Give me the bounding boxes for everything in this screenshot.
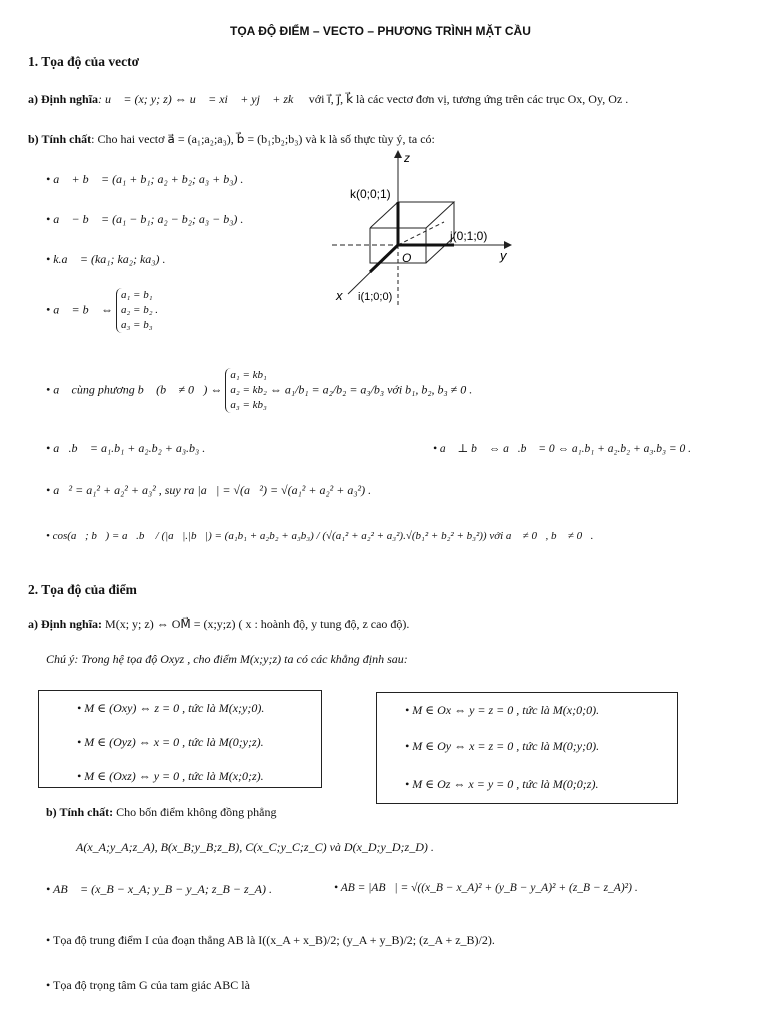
collinear-rhs: ⇔ a₁/b₁ = a₂/b₂ = a₃/b₃ với b₁, b₂, b₃ ≠ 0 . [269,382,473,397]
point-definition-text: M(x; y; z) ⇔ OM⃗ = (x;y;z) ( x : hoành độ, y tung độ, z cao độ). [105,617,410,631]
point-definition-label: a) Định nghĩa: [28,617,103,631]
vector-difference-formula: • a⃗ − b⃗ = (a₁ − b₁; a₂ − b₂; a₃ − b₃) . [46,212,244,226]
box-right-row-1: • M ∈ Ox ⇔ y = z = 0 , tức là M(x;0;0). [405,703,600,717]
k-vector-label: k(0;0;1) [350,187,391,201]
definition-formula: : u⃗ = (x; y; z) ⇔ u⃗ = xi⃗ + yj⃗ + zk⃗ [98,92,303,106]
definition-text: với i⃗, j⃗, k⃗ là các vectơ đơn vị, tương ứng trên các trục Ox, Oy, Oz . [308,92,629,106]
cosine-formula: • cos(a⃗; b⃗) = a⃗.b⃗ / (|a⃗|.|b⃗|) = (a₁b₁ + a₂b₂ + a₃b₃) / (√(a₁² + a₂² + a₃²).√(b₁² + b₂² + b₃²)) với a⃗ ≠ 0⃗, b⃗ ≠ 0⃗. [46,530,594,542]
equality-row-2: a₂ = b₂ . [120,304,159,316]
section-1-heading: 1. Tọa độ của vectơ [28,54,140,69]
midpoint-formula: • Tọa độ trung điểm I của đoạn thẳng AB là I((x_A + x_B)/2; (y_A + y_B)/2; (z_A + z_B)/2). [46,933,495,947]
cube-top-face [370,202,454,228]
collinear-row-1: a₁ = kb₁ [230,369,267,381]
perpendicular-condition: • a⃗ ⊥ b⃗ ⇔ a⃗.b⃗ = 0 ⇔ a₁.b₁ + a₂.b₂ + a₃.b₃ = 0 . [433,443,692,455]
x-axis-label: x [336,288,343,303]
collinear-lhs: • a⃗ cùng phương b⃗ (b⃗ ≠ 0⃗) ⇔ [46,382,223,397]
equality-row-3: a₃ = b₃ [120,319,153,331]
z-axis-label: z [404,151,410,165]
box-right-row-3: • M ∈ Oz ⇔ x = y = 0 , tức là M(0;0;z). [405,777,599,791]
four-points: A(x_A;y_A;z_A), B(x_B;y_B;z_B), C(x_C;y_C;z_C) và D(x_D;y_D;z_D) . [76,840,434,854]
point-properties-text: Cho bốn điểm không đồng phẳng [116,805,277,819]
origin-label: O [402,251,412,265]
point-properties-intro [46,805,276,820]
x-axis-negative [398,222,444,245]
box-left-row-3: • M ∈ (Oxz) ⇔ y = 0 , tức là M(x;0;z). [77,769,264,783]
vector-properties-intro [28,132,435,147]
collinear-row-3: a₃ = kb₃ [230,399,267,411]
box-right-row-2: • M ∈ Oy ⇔ x = z = 0 , tức là M(0;y;0). [405,739,600,753]
centroid-text: • Tọa độ trọng tâm G của tam giác ABC là [46,978,250,992]
page-title: TỌA ĐỘ ĐIỂM – VECTO – PHƯƠNG TRÌNH MẶT CẦU [230,24,531,38]
j-vector-label: j(0;1;0) [450,229,488,243]
z-axis-arrow [394,150,402,158]
note-text: Chú ý: Trong hệ tọa độ Oxyz , cho điểm M(x;y;z) ta có các khẳng định sau: [46,652,408,666]
box-left-row-2: • M ∈ (Oyz) ⇔ x = 0 , tức là M(0;y;z). [77,735,264,749]
box-left-row-1: • M ∈ (Oxy) ⇔ z = 0 , tức là M(x;y;0). [77,701,265,715]
axis-membership-box [376,692,678,804]
vector-length-formula: • a⃗² = a₁² + a₂² + a₃² , suy ra |a⃗| = √(a⃗²) = √(a₁² + a₂² + a₃²) . [46,483,372,497]
vector-sum-formula: • a⃗ + b⃗ = (a₁ + b₁; a₂ + b₂; a₃ + b₃) . [46,172,244,186]
equality-row-1: a₁ = b₁ [120,289,153,301]
collinear-condition [46,368,472,413]
length-ab-formula: • AB = |AB⃗| = √((x_B − x_A)² + (y_B − y_A)² + (z_B − z_A)²) . [334,882,638,894]
collinear-row-2: a₂ = kb₂ [230,384,267,396]
dot-product-formula: • a⃗.b⃗ = a₁.b₁ + a₂.b₂ + a₃.b₃ . [46,441,206,455]
scalar-multiple-formula: • k.a⃗ = (ka₁; ka₂; ka₃) . [46,252,166,266]
equality-lhs: • a⃗ = b⃗ ⇔ [46,302,113,317]
equality-system [116,288,158,333]
definition-label: a) Định nghĩa [28,92,99,106]
i-vector-label: i(1;0;0) [358,291,393,303]
point-definition [28,617,409,632]
i-vector [370,245,398,272]
point-properties-label: b) Tính chất: [46,805,114,819]
vector-equality [46,288,158,333]
properties-label: b) Tính chất [28,132,92,146]
vector-ab-formula: • AB⃗ = (x_B − x_A; y_B − y_A; z_B − z_A) . [46,882,272,896]
plane-membership-box [38,690,322,788]
properties-text: : Cho hai vectơ a⃗ = (a₁;a₂;a₃), b⃗ = (b₁;b₂;b₃) và k là số thực tùy ý, ta có: [91,132,435,146]
collinear-system [225,368,266,413]
vector-definition [28,92,628,107]
section-2-heading: 2. Tọa độ của điểm [28,582,137,597]
coordinate-axes-figure [328,148,528,308]
y-axis-label: y [500,248,507,263]
